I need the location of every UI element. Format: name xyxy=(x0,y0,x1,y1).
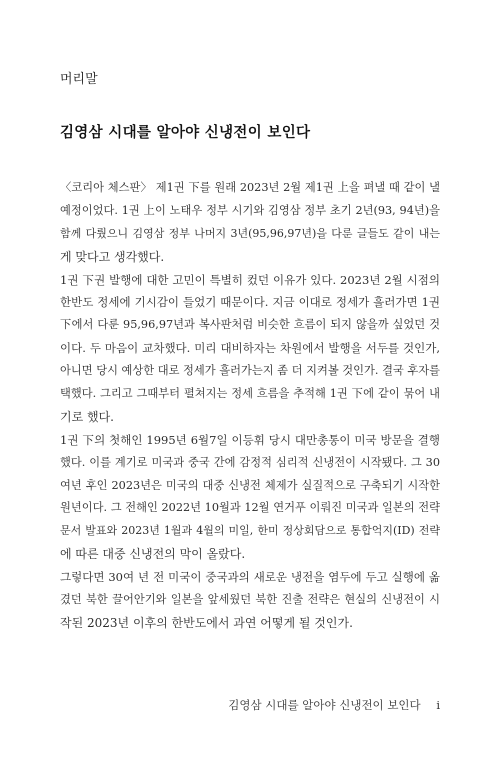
text-line: 1권 下의 첫해인 1995년 6월7일 이등휘 당시 대만총통이 미국 방문을 결행 xyxy=(60,432,440,447)
page-title: 김영삼 시대를 알아야 신냉전이 보인다 xyxy=(60,125,311,141)
text-line: 기로 했다. xyxy=(60,409,114,424)
body-text xyxy=(60,177,440,635)
text-line: 에 따른 대중 신냉전의 막이 올랐다. xyxy=(60,547,246,562)
text-line: 下에서 다룬 95,96,97년과 복사판처럼 비슷한 흐름이 되지 않을까 싶었던 것 xyxy=(60,318,440,332)
page-number: i xyxy=(436,698,440,712)
page-footer xyxy=(0,697,440,713)
text-line: 이다. 두 마음이 교차했다. 미리 대비하자는 차원에서 발행을 서두를 것인가, xyxy=(60,341,440,356)
text-line: 아니면 당시 예상한 대로 정세가 흘러가는지 좀 더 지켜볼 것인가. 결국 후자를 xyxy=(60,364,440,378)
text-line: 했다. 이를 계기로 미국과 중국 간에 감정적 심리적 신냉전이 시작됐다. 그 30 xyxy=(60,455,440,469)
text-line: 게 맞다고 생각했다. xyxy=(60,249,165,264)
text-line: 여년 후인 2023년은 미국의 대중 신냉전 체제가 실질적으로 구축되기 시작한 xyxy=(60,478,440,492)
text-line: 한반도 정세에 기시감이 들었기 때문이다. 지금 이대로 정세가 흘러가면 1권 xyxy=(60,295,440,310)
running-title: 김영삼 시대를 알아야 신냉전이 보인다 xyxy=(228,698,421,712)
text-line: 〈코리아 체스판〉 제1권 下를 원래 2023년 2월 제1권 上을 펴낼 때 같이 낼 xyxy=(60,181,440,194)
text-line: 택했다. 그리고 그때부터 펼쳐지는 정세 흐름을 추적해 1권 下에 같이 묶어 내 xyxy=(60,387,440,401)
text-line: 함께 다뤘으니 김영삼 정부 나머지 3년(95,96,97년)을 다룬 글들도 같이 내는 xyxy=(60,226,440,240)
section-label: 머리말 xyxy=(60,72,98,87)
text-line: 1권 下권 발행에 대한 고민이 특별히 컸던 이유가 있다. 2023년 2월 시점의 xyxy=(60,272,440,287)
text-line: 예정이었다. 1권 上이 노태우 정부 시기와 김영삼 정부 초기 2년(93, 94년)을 xyxy=(60,203,440,217)
text-line: 문서 발표와 2023년 1월과 4월의 미일, 한미 정상회담으로 통합억지(ID) 전략 xyxy=(60,524,440,538)
text-line: 겼던 북한 끌어안기와 일본을 앞세웠던 북한 진출 전략은 현실의 신냉전이 시 xyxy=(60,593,440,607)
text-line: 원년이다. 그 전해인 2022년 10월과 12월 연거푸 이뤄진 미국과 일본의 전략 xyxy=(60,501,440,515)
text-line: 작된 2023년 이후의 한반도에서 과연 어떻게 될 것인가. xyxy=(60,615,353,630)
text-line: 그렇다면 30여 년 전 미국이 중국과의 새로운 냉전을 염두에 두고 실행에 옮 xyxy=(60,570,440,585)
